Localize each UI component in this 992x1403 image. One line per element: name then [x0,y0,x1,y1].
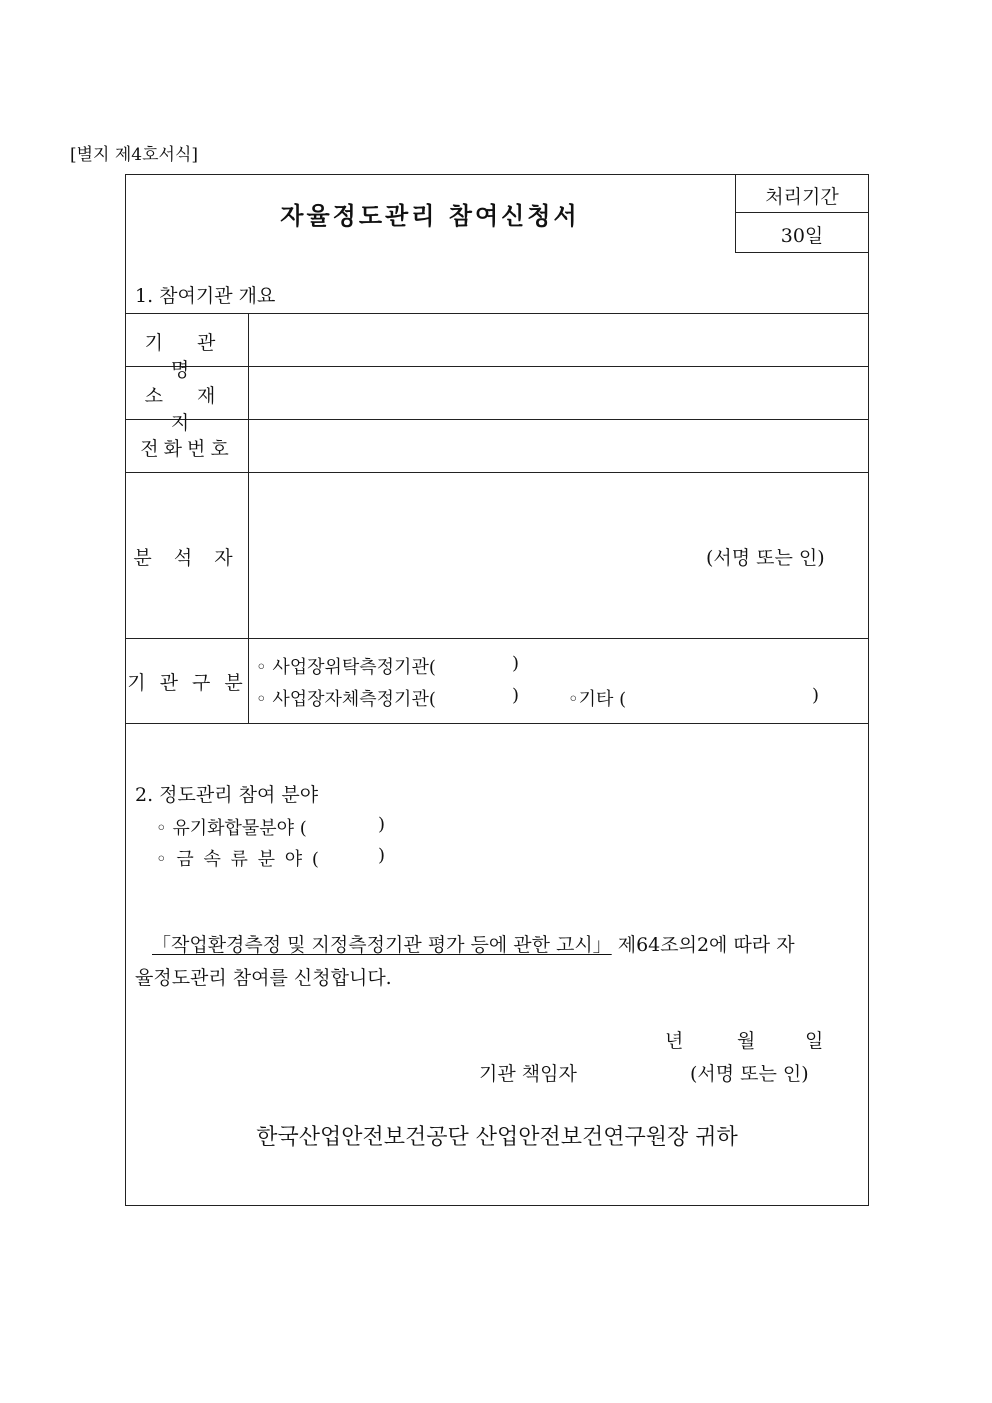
institution-name-label: 기 관 명 [144,332,230,381]
location-label: 소 재 지 [144,385,230,434]
category-option-in-house-close: ) [512,685,520,706]
field-organic-compounds-close: ) [378,814,386,835]
category-option-in-house[interactable]: ◦ 사업장자체측정기관( [256,689,436,710]
date-day[interactable]: 일 [805,1030,824,1052]
date-month[interactable]: 월 [737,1030,756,1052]
location-field[interactable] [249,367,868,419]
phone-field[interactable] [249,420,868,472]
section1-heading: 1. 참여기관 개요 [135,285,276,307]
category-option-other-close: ) [812,685,820,706]
statement-line1 [152,930,795,957]
phone-label: 전화번호 [140,438,234,460]
date-year[interactable]: 년 [665,1030,684,1052]
analyst-signature-note: (서명 또는 인) [706,547,825,569]
analyst-label: 분 석 자 [133,547,241,569]
category-option-consignment-close: ) [512,653,520,674]
form-title: 자율정도관리 참여신청서 [280,201,580,230]
field-metals-close: ) [378,845,386,866]
addressee: 한국산업안전보건공단 산업안전보건연구원장 귀하 [256,1125,738,1150]
signer-label: 기관 책임자 [479,1063,577,1085]
processing-period-value: 30일 [780,225,824,247]
law-reference: 「작업환경측정 및 지정측정기관 평가 등에 관한 고시」 [152,934,612,956]
category-option-consignment[interactable]: ◦ 사업장위탁측정기관( [256,657,436,678]
institution-name-field[interactable] [249,314,868,366]
signer-signature-note[interactable]: (서명 또는 인) [690,1063,809,1085]
statement-line2: 율정도관리 참여를 신청합니다. [135,967,392,989]
form-number-label: [별지 제4호서식] [70,145,199,165]
field-organic-compounds[interactable]: ◦ 유기화합물분야 ( [156,818,307,839]
category-option-other[interactable]: ◦기타 ( [568,689,627,710]
field-metals[interactable]: ◦ 금 속 류 분 야 ( [156,849,321,870]
statement-line1-rest: 제64조의2에 따라 자 [611,934,795,956]
section2-heading: 2. 정도관리 참여 분야 [135,784,319,806]
processing-period-label: 처리기간 [765,186,839,208]
category-label: 기 관 구 분 [127,672,247,694]
